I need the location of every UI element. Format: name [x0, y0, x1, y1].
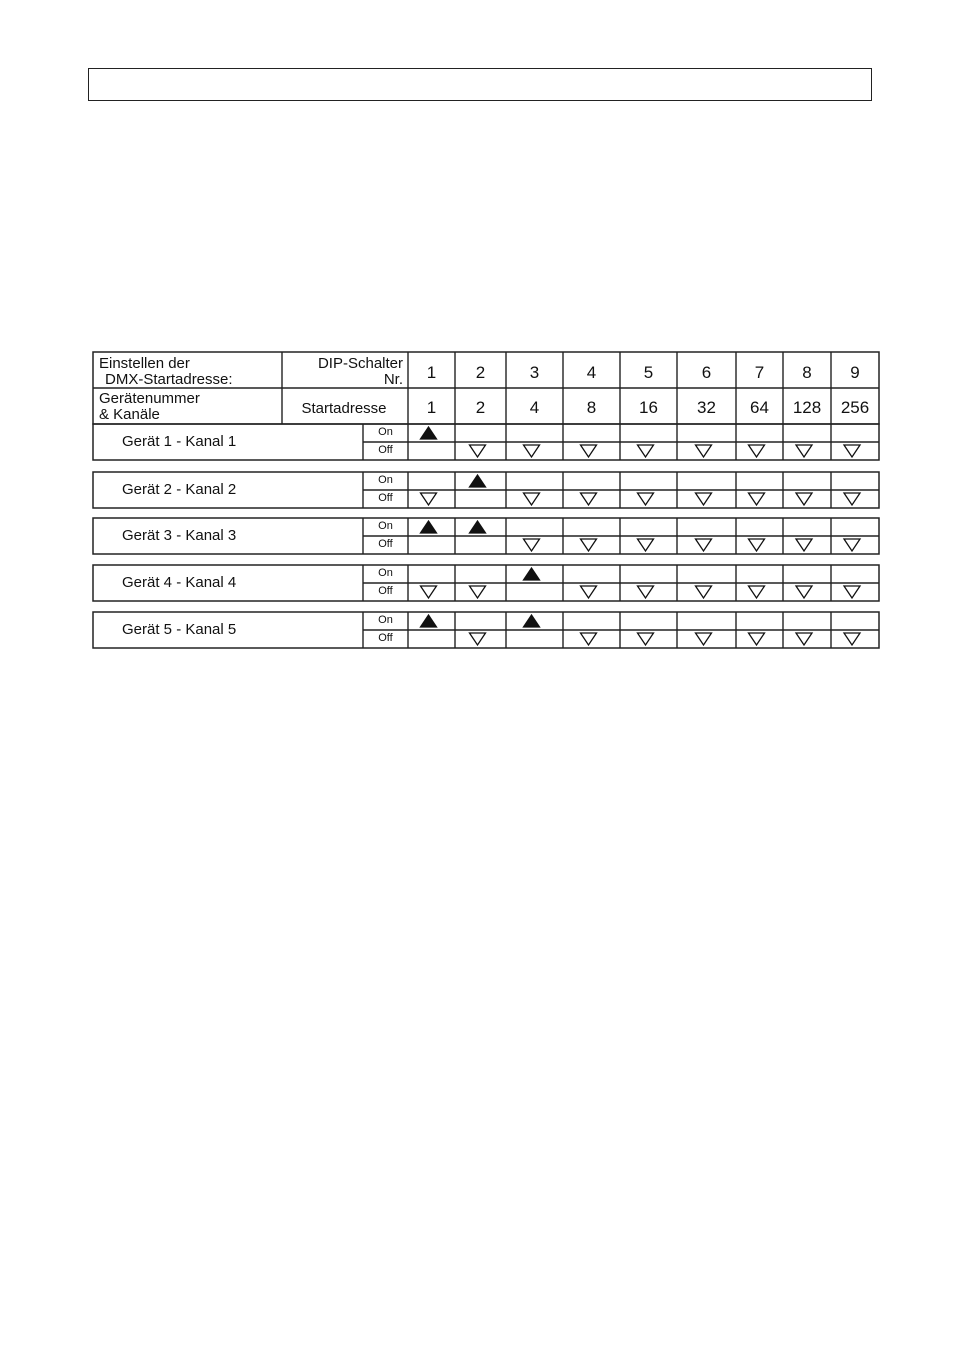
switch-on-arrow-icon — [470, 475, 486, 487]
switch-off-arrow-icon — [581, 493, 597, 505]
device-name: Gerät 2 - Kanal 2 — [122, 481, 237, 498]
switch-off-arrow-icon — [638, 539, 654, 551]
dip-switch-number: 3 — [529, 363, 540, 382]
switch-off-arrow-icon — [696, 539, 712, 551]
off-label: Off — [378, 492, 393, 504]
switch-off-arrow-icon — [421, 493, 437, 505]
start-address-value: 8 — [586, 398, 597, 417]
switch-off-arrow-icon — [796, 539, 812, 551]
switch-off-arrow-icon — [581, 445, 597, 457]
header-title-line2: DMX-Startadresse: — [105, 371, 233, 388]
switch-off-arrow-icon — [524, 493, 540, 505]
switch-off-arrow-icon — [581, 633, 597, 645]
dip-switch-number: 1 — [426, 363, 437, 382]
dip-switch-number: 6 — [701, 363, 712, 382]
switch-off-arrow-icon — [844, 633, 860, 645]
header-device-line1: Gerätenummer — [99, 390, 200, 407]
switch-off-arrow-icon — [638, 445, 654, 457]
on-label: On — [378, 567, 393, 579]
on-label: On — [378, 474, 393, 486]
switch-off-arrow-icon — [749, 633, 765, 645]
off-label: Off — [378, 632, 393, 644]
dip-switch-number: 8 — [802, 363, 812, 382]
switch-off-arrow-icon — [749, 539, 765, 551]
switch-on-arrow-icon — [421, 427, 437, 439]
switch-off-arrow-icon — [844, 493, 860, 505]
switch-off-arrow-icon — [844, 539, 860, 551]
switch-off-arrow-icon — [696, 633, 712, 645]
switch-on-arrow-icon — [524, 568, 540, 580]
switch-off-arrow-icon — [470, 445, 486, 457]
on-label: On — [378, 520, 393, 532]
switch-off-arrow-icon — [796, 633, 812, 645]
start-address-value: 16 — [639, 398, 658, 417]
start-address-value: 1 — [426, 398, 437, 417]
dip-switch-number: 9 — [850, 363, 860, 382]
switch-off-arrow-icon — [524, 539, 540, 551]
switch-on-arrow-icon — [421, 615, 437, 627]
start-address-value: 64 — [750, 398, 769, 417]
on-label: On — [378, 426, 393, 438]
switch-off-arrow-icon — [470, 586, 486, 598]
switch-off-arrow-icon — [638, 586, 654, 598]
switch-on-arrow-icon — [470, 521, 486, 533]
switch-off-arrow-icon — [749, 445, 765, 457]
switch-off-arrow-icon — [524, 445, 540, 457]
switch-off-arrow-icon — [749, 586, 765, 598]
switch-on-arrow-icon — [524, 615, 540, 627]
switch-on-arrow-icon — [421, 521, 437, 533]
switch-off-arrow-icon — [470, 633, 486, 645]
dip-switch-number: 7 — [754, 363, 765, 382]
start-address-value: 4 — [529, 398, 540, 417]
start-address-value: 128 — [792, 398, 822, 417]
dip-switch-number: 2 — [475, 363, 486, 382]
switch-off-arrow-icon — [696, 445, 712, 457]
switch-off-arrow-icon — [421, 586, 437, 598]
dip-switch-number: 4 — [586, 363, 597, 382]
dip-switch-label-line2: Nr. — [383, 371, 403, 388]
start-address-value: 2 — [475, 398, 486, 417]
switch-off-arrow-icon — [749, 493, 765, 505]
start-address-value: 256 — [840, 398, 870, 417]
dip-grid-lines — [93, 352, 880, 650]
switch-off-arrow-icon — [638, 493, 654, 505]
switch-off-arrow-icon — [581, 539, 597, 551]
switch-off-arrow-icon — [844, 586, 860, 598]
switch-off-arrow-icon — [696, 493, 712, 505]
dip-switch-table — [93, 352, 880, 650]
header-device-line2: & Kanäle — [99, 406, 160, 423]
switch-off-arrow-icon — [844, 445, 860, 457]
off-label: Off — [378, 585, 393, 597]
dip-switch-number: 5 — [643, 363, 654, 382]
device-name: Gerät 1 - Kanal 1 — [122, 433, 237, 450]
switch-off-arrow-icon — [581, 586, 597, 598]
header-box — [88, 68, 872, 101]
header-title-line1: Einstellen der — [99, 355, 190, 372]
switch-off-arrow-icon — [796, 445, 812, 457]
switch-off-arrow-icon — [796, 586, 812, 598]
dip-switch-label-line1: DIP-Schalter — [317, 355, 403, 372]
device-name: Gerät 3 - Kanal 3 — [122, 527, 237, 544]
switch-off-arrow-icon — [696, 586, 712, 598]
device-name: Gerät 4 - Kanal 4 — [122, 574, 237, 591]
start-address-value: 32 — [697, 398, 716, 417]
switch-off-arrow-icon — [796, 493, 812, 505]
device-name: Gerät 5 - Kanal 5 — [122, 621, 237, 638]
switch-off-arrow-icon — [638, 633, 654, 645]
on-label: On — [378, 614, 393, 626]
start-address-label: Startadresse — [301, 400, 387, 417]
off-label: Off — [378, 538, 393, 550]
off-label: Off — [378, 444, 393, 456]
